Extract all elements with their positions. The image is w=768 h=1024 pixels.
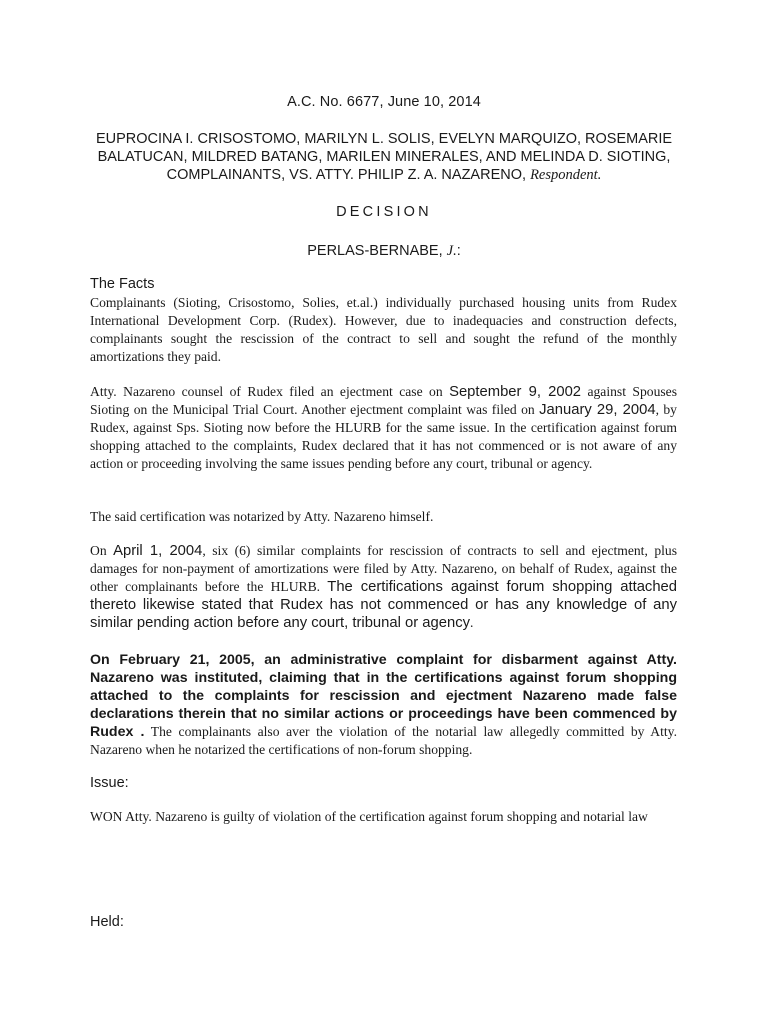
para2-part2: against Spouses Sioting on the Municipal Trial Court. Another ejectment complaint was filed on — [90, 384, 677, 417]
para4-date: April 1, 2004 — [113, 543, 203, 559]
para4-part2: , six (6) similar complaints for rescission of contracts to sell and ejectment, plus damages for non-payment of amortizations were filed by Atty. Nazareno, on behalf of Rudex, against the other complainants before the HLURB. — [90, 543, 678, 594]
parties-names: EUPROCINA I. CRISOSTOMO, MARILYN L. SOLIS, EVELYN MARQUIZO, ROSEMARIE BALATUCAN, MILDRED BATANG, MARILEN MINERALES, AND MELINDA D. SIOTING, COMPLAINANTS, VS. ATTY. PHILIP Z. A. NAZARENO, — [95, 131, 673, 183]
para2-part3: , by Rudex, against Sps. Sioting now before the HLURB for the same issue. In the certification against forum shopping attached to the complaints, Rudex declared that it has not commenced or is not aware of any action or proceeding involving the same issues pending before any court, tribunal or agency. — [90, 402, 677, 471]
case-parties — [90, 130, 678, 184]
facts-heading: The Facts — [90, 276, 155, 292]
facts-paragraph-1: Complainants (Sioting, Crisostomo, Solies, et.al.) individually purchased housing units from Rudex International Development Corp. (Rudex). However, due to inadequacies and construction defects, complainants sought the rescission of the contract to sell and sought the refund of the monthly amortizations they paid. — [90, 295, 677, 364]
ponente-suffix: J. — [446, 243, 457, 259]
para5-bold: On February 21, 2005, an administrative complaint for disbarment against Atty. Nazareno was instituted, claiming that in the certifications against forum shopping attached to the complaints for rescission and ejectment Nazareno made false declarations therein that no similar actions or proceedings have been commenced by Rudex . — [90, 652, 677, 740]
issue-text: WON Atty. Nazareno is guilty of violation of the certification against forum shopping and notarial law — [90, 809, 648, 824]
issue-heading: Issue: — [90, 775, 129, 791]
decision-title: DECISION — [336, 204, 432, 220]
ponente-colon: : — [456, 243, 461, 259]
para4-part1: On — [90, 543, 114, 558]
para2-date2: January 29, 2004 — [539, 402, 656, 418]
facts-paragraph-4 — [90, 542, 677, 632]
para4-bold: The certifications against forum shopping attached thereto likewise stated that Rudex has not commenced or has any knowledge of any similar pending action before any court, tribunal or agency — [90, 579, 678, 631]
respondent-label: Respondent. — [530, 167, 602, 183]
facts-paragraph-2 — [90, 383, 677, 473]
para2-date1: September 9, 2002 — [449, 384, 582, 400]
held-heading: Held: — [90, 914, 124, 930]
para2-part1: Atty. Nazareno counsel of Rudex filed an ejectment case on — [90, 384, 450, 399]
case-number: A.C. No. 6677, June 10, 2014 — [287, 94, 481, 110]
facts-paragraph-3: The said certification was notarized by Atty. Nazareno himself. — [90, 509, 434, 524]
facts-paragraph-5 — [90, 651, 677, 759]
para4-end: . — [470, 615, 474, 630]
ponente-name: PERLAS-BERNABE, — [307, 243, 443, 259]
para5-rest: The complainants also aver the violation of the notarial law allegedly committed by Atty. Nazareno when he notarized the certifications of non-forum shopping. — [90, 724, 677, 757]
ponente — [0, 243, 768, 260]
